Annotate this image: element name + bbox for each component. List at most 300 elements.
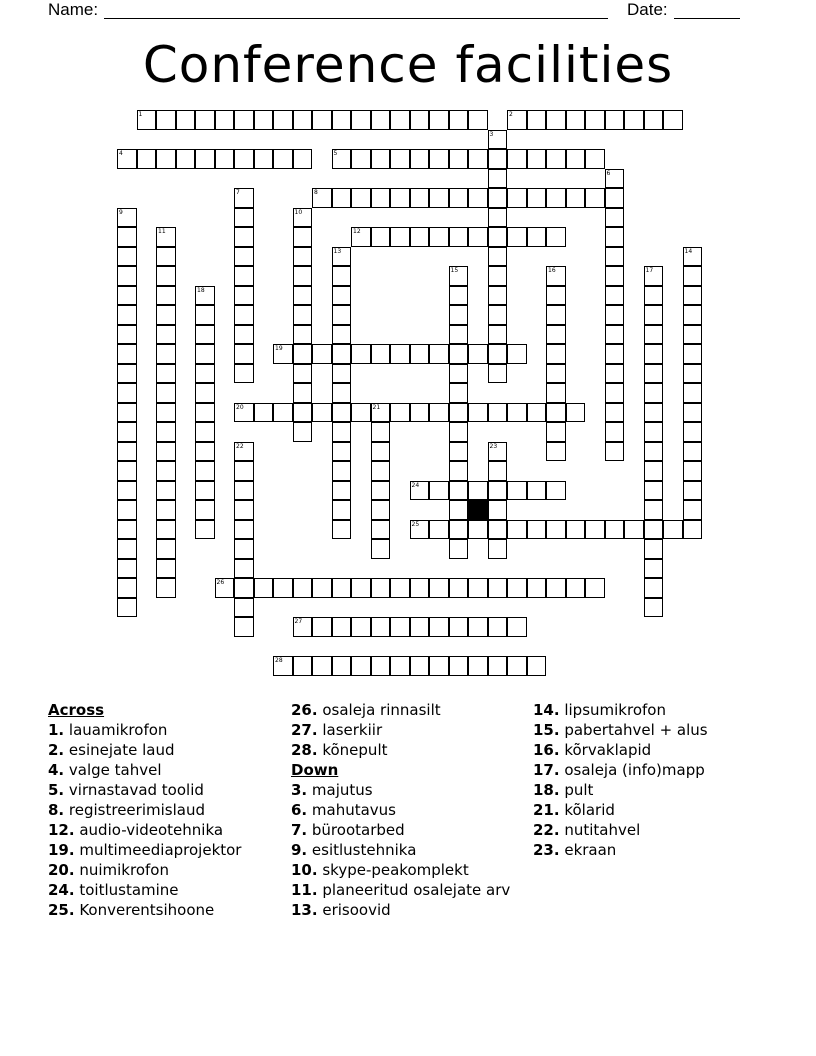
grid-cell[interactable] [449,442,469,462]
grid-cell[interactable] [585,149,605,169]
grid-cell[interactable] [234,539,254,559]
grid-cell[interactable] [156,422,176,442]
grid-cell[interactable] [234,364,254,384]
grid-cell[interactable] [156,461,176,481]
grid-cell[interactable] [488,305,508,325]
grid-cell[interactable] [117,286,137,306]
grid-cell[interactable] [293,286,313,306]
grid-cell[interactable] [488,247,508,267]
grid-cell[interactable] [429,188,449,208]
grid-cell[interactable] [156,344,176,364]
grid-cell[interactable] [371,422,391,442]
grid-cell[interactable] [371,403,391,423]
grid-cell[interactable] [117,344,137,364]
grid-cell[interactable] [468,188,488,208]
grid-cell[interactable] [254,578,274,598]
grid-cell[interactable] [117,559,137,579]
grid-cell[interactable] [527,188,547,208]
grid-cell[interactable] [332,481,352,501]
grid-cell[interactable] [156,403,176,423]
grid-cell[interactable] [546,149,566,169]
grid-cell[interactable] [156,325,176,345]
grid-cell[interactable] [546,481,566,501]
grid-cell[interactable] [312,578,332,598]
grid-cell[interactable] [468,110,488,130]
grid-cell[interactable] [293,617,313,637]
grid-cell[interactable] [312,344,332,364]
grid-cell[interactable] [410,578,430,598]
grid-cell[interactable] [546,520,566,540]
grid-cell[interactable] [488,656,508,676]
grid-cell[interactable] [117,422,137,442]
grid-cell[interactable] [273,403,293,423]
grid-cell[interactable] [332,403,352,423]
grid-cell[interactable] [605,442,625,462]
grid-cell[interactable] [390,578,410,598]
grid-cell[interactable] [429,149,449,169]
grid-cell[interactable] [371,481,391,501]
grid-cell[interactable] [312,403,332,423]
grid-cell[interactable] [293,344,313,364]
grid-cell[interactable] [488,149,508,169]
grid-cell[interactable] [117,325,137,345]
grid-cell[interactable] [117,208,137,228]
grid-cell[interactable] [644,442,664,462]
grid-cell[interactable] [332,110,352,130]
grid-cell[interactable] [449,422,469,442]
grid-cell[interactable] [117,442,137,462]
grid-cell[interactable] [195,344,215,364]
grid-cell[interactable] [488,169,508,189]
grid-cell[interactable] [429,481,449,501]
grid-cell[interactable] [371,500,391,520]
grid-cell[interactable] [371,188,391,208]
grid-cell[interactable] [488,500,508,520]
grid-cell[interactable] [527,403,547,423]
grid-cell[interactable] [507,617,527,637]
grid-cell[interactable] [488,364,508,384]
grid-cell[interactable] [449,286,469,306]
grid-cell[interactable] [605,247,625,267]
grid-cell[interactable] [156,364,176,384]
grid-cell[interactable] [195,520,215,540]
grid-cell[interactable] [624,110,644,130]
grid-cell[interactable] [332,149,352,169]
grid-cell[interactable] [468,344,488,364]
grid-cell[interactable] [117,500,137,520]
grid-cell[interactable] [605,520,625,540]
grid-cell[interactable] [351,344,371,364]
grid-cell[interactable] [195,481,215,501]
grid-cell[interactable] [273,344,293,364]
grid-cell[interactable] [312,110,332,130]
grid-cell[interactable] [293,325,313,345]
grid-cell[interactable] [195,110,215,130]
grid-cell[interactable] [156,481,176,501]
grid-cell[interactable] [293,149,313,169]
grid-cell[interactable] [566,110,586,130]
grid-cell[interactable] [156,442,176,462]
grid-cell[interactable] [156,247,176,267]
grid-cell[interactable] [195,305,215,325]
grid-cell[interactable] [644,305,664,325]
grid-cell[interactable] [156,305,176,325]
grid-cell[interactable] [449,266,469,286]
grid-cell[interactable] [605,403,625,423]
grid-cell[interactable] [371,442,391,462]
grid-cell[interactable] [371,539,391,559]
grid-cell[interactable] [605,110,625,130]
grid-cell[interactable] [546,364,566,384]
grid-cell[interactable] [468,520,488,540]
grid-cell[interactable] [449,403,469,423]
grid-cell[interactable] [293,208,313,228]
grid-cell[interactable] [234,305,254,325]
grid-cell[interactable] [585,110,605,130]
grid-cell[interactable] [683,344,703,364]
grid-cell[interactable] [293,364,313,384]
grid-cell[interactable] [117,598,137,618]
grid-cell[interactable] [644,364,664,384]
grid-cell[interactable] [546,578,566,598]
grid-cell[interactable] [293,383,313,403]
grid-cell[interactable] [410,227,430,247]
grid-cell[interactable] [449,325,469,345]
grid-cell[interactable] [546,344,566,364]
grid-cell[interactable] [527,481,547,501]
grid-cell[interactable] [234,461,254,481]
grid-cell[interactable] [137,110,157,130]
grid-cell[interactable] [585,520,605,540]
grid-cell[interactable] [429,344,449,364]
grid-cell[interactable] [293,403,313,423]
grid-cell[interactable] [429,227,449,247]
grid-cell[interactable] [156,559,176,579]
grid-cell[interactable] [527,520,547,540]
grid-cell[interactable] [644,266,664,286]
grid-cell[interactable] [644,578,664,598]
grid-cell[interactable] [332,520,352,540]
grid-cell[interactable] [605,383,625,403]
grid-cell[interactable] [683,305,703,325]
grid-cell[interactable] [195,364,215,384]
grid-cell[interactable] [449,481,469,501]
grid-cell[interactable] [683,247,703,267]
grid-cell[interactable] [644,344,664,364]
grid-cell[interactable] [234,266,254,286]
grid-cell[interactable] [234,247,254,267]
grid-cell[interactable] [449,500,469,520]
grid-cell[interactable] [683,325,703,345]
grid-cell[interactable] [527,149,547,169]
grid-cell[interactable] [644,539,664,559]
grid-cell[interactable] [195,149,215,169]
grid-cell[interactable] [683,364,703,384]
grid-cell[interactable] [117,520,137,540]
grid-cell[interactable] [683,500,703,520]
grid-cell[interactable] [332,578,352,598]
grid-cell[interactable] [488,539,508,559]
grid-cell[interactable] [488,266,508,286]
grid-cell[interactable] [449,539,469,559]
grid-cell[interactable] [273,578,293,598]
grid-cell[interactable] [566,149,586,169]
grid-cell[interactable] [117,539,137,559]
grid-cell[interactable] [293,578,313,598]
grid-cell[interactable] [683,481,703,501]
grid-cell[interactable] [663,110,683,130]
grid-cell[interactable] [254,403,274,423]
grid-cell[interactable] [156,578,176,598]
grid-cell[interactable] [195,442,215,462]
grid-cell[interactable] [507,227,527,247]
grid-cell[interactable] [644,461,664,481]
grid-cell[interactable] [117,305,137,325]
grid-cell[interactable] [332,461,352,481]
grid-cell[interactable] [117,149,137,169]
grid-cell[interactable] [195,500,215,520]
grid-cell[interactable] [449,188,469,208]
grid-cell[interactable] [351,149,371,169]
grid-cell[interactable] [156,500,176,520]
grid-cell[interactable] [234,344,254,364]
grid-cell[interactable] [176,110,196,130]
grid-cell[interactable] [371,520,391,540]
grid-cell[interactable] [683,442,703,462]
grid-cell[interactable] [156,149,176,169]
grid-cell[interactable] [449,305,469,325]
grid-cell[interactable] [137,149,157,169]
grid-cell[interactable] [449,344,469,364]
grid-cell[interactable] [234,617,254,637]
grid-cell[interactable] [293,656,313,676]
grid-cell[interactable] [390,617,410,637]
grid-cell[interactable] [449,461,469,481]
grid-cell[interactable] [117,578,137,598]
grid-cell[interactable] [410,344,430,364]
grid-cell[interactable] [468,481,488,501]
grid-cell[interactable] [117,364,137,384]
grid-cell[interactable] [234,325,254,345]
grid-cell[interactable] [351,578,371,598]
grid-cell[interactable] [644,403,664,423]
grid-cell[interactable] [390,344,410,364]
grid-cell[interactable] [605,305,625,325]
grid-cell[interactable] [546,403,566,423]
grid-cell[interactable] [605,169,625,189]
grid-cell[interactable] [488,188,508,208]
grid-cell[interactable] [234,578,254,598]
grid-cell[interactable] [234,481,254,501]
grid-cell[interactable] [293,110,313,130]
grid-cell[interactable] [683,422,703,442]
grid-cell[interactable] [234,559,254,579]
grid-cell[interactable] [468,617,488,637]
grid-cell[interactable] [605,422,625,442]
grid-cell[interactable] [644,481,664,501]
grid-cell[interactable] [546,188,566,208]
grid-cell[interactable] [585,188,605,208]
grid-cell[interactable] [390,110,410,130]
grid-cell[interactable] [195,461,215,481]
grid-cell[interactable] [566,578,586,598]
grid-cell[interactable] [351,227,371,247]
grid-cell[interactable] [507,110,527,130]
grid-cell[interactable] [332,266,352,286]
grid-cell[interactable] [449,578,469,598]
grid-cell[interactable] [332,344,352,364]
grid-cell[interactable] [351,188,371,208]
grid-cell[interactable] [351,110,371,130]
grid-cell[interactable] [546,266,566,286]
grid-cell[interactable] [195,403,215,423]
grid-cell[interactable] [293,305,313,325]
grid-cell[interactable] [488,403,508,423]
grid-cell[interactable] [507,344,527,364]
grid-cell[interactable] [351,656,371,676]
grid-cell[interactable] [644,286,664,306]
grid-cell[interactable] [644,559,664,579]
grid-cell[interactable] [332,383,352,403]
grid-cell[interactable] [488,481,508,501]
grid-cell[interactable] [332,500,352,520]
grid-cell[interactable] [449,364,469,384]
grid-cell[interactable] [488,442,508,462]
grid-cell[interactable] [215,578,235,598]
grid-cell[interactable] [566,188,586,208]
grid-cell[interactable] [429,578,449,598]
grid-cell[interactable] [234,520,254,540]
grid-cell[interactable] [683,461,703,481]
grid-cell[interactable] [234,149,254,169]
grid-cell[interactable] [312,188,332,208]
grid-cell[interactable] [234,208,254,228]
grid-cell[interactable] [332,656,352,676]
grid-cell[interactable] [507,520,527,540]
grid-cell[interactable] [585,578,605,598]
grid-cell[interactable] [429,403,449,423]
grid-cell[interactable] [234,286,254,306]
grid-cell[interactable] [332,286,352,306]
grid-cell[interactable] [351,403,371,423]
grid-cell[interactable] [234,598,254,618]
grid-cell[interactable] [156,520,176,540]
grid-cell[interactable] [527,656,547,676]
grid-cell[interactable] [488,208,508,228]
grid-cell[interactable] [546,286,566,306]
grid-cell[interactable] [663,520,683,540]
grid-cell[interactable] [683,383,703,403]
grid-cell[interactable] [527,578,547,598]
grid-cell[interactable] [566,403,586,423]
grid-cell[interactable] [293,227,313,247]
grid-cell[interactable] [507,403,527,423]
grid-cell[interactable] [371,617,391,637]
grid-cell[interactable] [429,617,449,637]
grid-cell[interactable] [390,149,410,169]
grid-cell[interactable] [488,130,508,150]
grid-cell[interactable] [273,149,293,169]
grid-cell[interactable] [156,539,176,559]
grid-cell[interactable] [605,286,625,306]
grid-cell[interactable] [390,188,410,208]
grid-cell[interactable] [488,325,508,345]
grid-cell[interactable] [332,325,352,345]
grid-cell[interactable] [527,227,547,247]
grid-cell[interactable] [156,266,176,286]
grid-cell[interactable] [546,442,566,462]
grid-cell[interactable] [488,286,508,306]
grid-cell[interactable] [117,383,137,403]
grid-cell[interactable] [566,520,586,540]
grid-cell[interactable] [254,110,274,130]
grid-cell[interactable] [683,520,703,540]
grid-cell[interactable] [644,325,664,345]
grid-cell[interactable] [156,110,176,130]
grid-cell[interactable] [410,188,430,208]
grid-cell[interactable] [332,442,352,462]
grid-cell[interactable] [546,227,566,247]
grid-cell[interactable] [468,656,488,676]
grid-cell[interactable] [410,656,430,676]
grid-cell[interactable] [644,383,664,403]
grid-cell[interactable] [507,578,527,598]
grid-cell[interactable] [371,227,391,247]
grid-cell[interactable] [488,461,508,481]
grid-cell[interactable] [546,110,566,130]
grid-cell[interactable] [371,656,391,676]
grid-cell[interactable] [644,598,664,618]
grid-cell[interactable] [683,266,703,286]
grid-cell[interactable] [215,149,235,169]
grid-cell[interactable] [371,149,391,169]
grid-cell[interactable] [644,500,664,520]
grid-cell[interactable] [605,266,625,286]
grid-cell[interactable] [527,110,547,130]
grid-cell[interactable] [605,208,625,228]
grid-cell[interactable] [449,617,469,637]
grid-cell[interactable] [293,422,313,442]
grid-cell[interactable] [449,110,469,130]
grid-cell[interactable] [332,305,352,325]
grid-cell[interactable] [546,305,566,325]
grid-cell[interactable] [410,520,430,540]
grid-cell[interactable] [390,227,410,247]
grid-cell[interactable] [429,110,449,130]
grid-cell[interactable] [293,266,313,286]
grid-cell[interactable] [488,578,508,598]
grid-cell[interactable] [117,403,137,423]
grid-cell[interactable] [605,227,625,247]
grid-cell[interactable] [234,110,254,130]
grid-cell[interactable] [312,656,332,676]
grid-cell[interactable] [117,247,137,267]
grid-cell[interactable] [117,227,137,247]
grid-cell[interactable] [410,481,430,501]
grid-cell[interactable] [390,403,410,423]
grid-cell[interactable] [546,383,566,403]
grid-cell[interactable] [390,656,410,676]
grid-cell[interactable] [234,403,254,423]
grid-cell[interactable] [644,110,664,130]
grid-cell[interactable] [371,110,391,130]
grid-cell[interactable] [176,149,196,169]
grid-cell[interactable] [156,383,176,403]
grid-cell[interactable] [195,383,215,403]
grid-cell[interactable] [507,188,527,208]
grid-cell[interactable] [410,617,430,637]
grid-cell[interactable] [488,344,508,364]
